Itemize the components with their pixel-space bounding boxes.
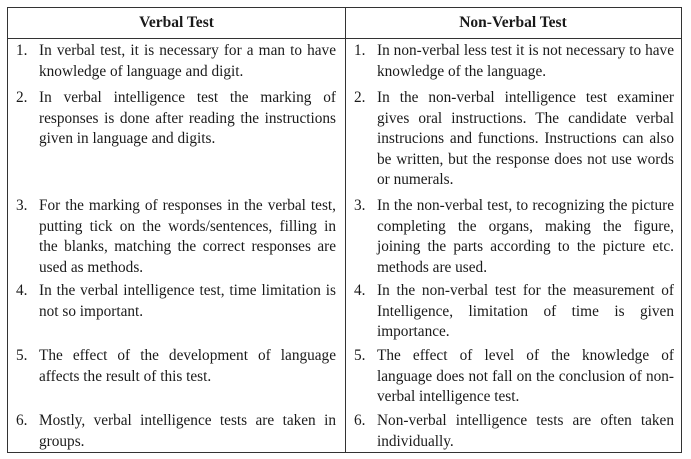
item-text: The effect of the development of language affects the result of this test. <box>39 347 336 385</box>
item-number: 5. <box>354 347 366 364</box>
item-text: In verbal intelligence test the marking of responses is done after reading the instructions given in language and digits. <box>39 89 336 147</box>
list-item <box>16 346 336 411</box>
item-text: For the marking of responses in the verbal test, putting tick on the words/sentences, filling in the blanks, matching the correct responses are used as methods. <box>39 197 336 276</box>
item-text: In the verbal intelligence test, time limitation is not so important. <box>39 282 336 320</box>
item-text: The effect of level of the knowledge of language does not fall on the conclusion of non-verbal intelligence test. <box>377 347 674 405</box>
item-number: 6. <box>16 412 28 429</box>
list-item <box>354 411 674 455</box>
list-item <box>16 411 336 455</box>
comparison-table <box>7 7 682 453</box>
list-item <box>16 281 336 346</box>
item-text: In verbal test, it is necessary for a man to have knowledge of language and digit. <box>39 42 336 80</box>
item-number: 4. <box>354 282 366 299</box>
item-number: 3. <box>16 197 28 214</box>
verbal-column <box>16 41 336 455</box>
header-verbal-test: Verbal Test <box>8 8 345 39</box>
item-number: 1. <box>354 42 366 59</box>
item-text: In non-verbal less test it is not necessary to have knowledge of the language. <box>377 42 674 80</box>
list-item <box>16 196 336 281</box>
item-text: In the non-verbal test, to recognizing the picture completing the organs, making the figure, joining the parts according to the picture etc. methods are used. <box>377 197 674 276</box>
list-item <box>354 196 674 281</box>
header-non-verbal-test: Non-Verbal Test <box>345 8 681 39</box>
item-number: 2. <box>354 89 366 106</box>
item-text: Non-verbal intelligence tests are often taken individually. <box>377 412 674 450</box>
list-item <box>354 281 674 346</box>
list-item <box>354 41 674 88</box>
item-number: 6. <box>354 412 366 429</box>
list-item <box>16 88 336 196</box>
item-number: 3. <box>354 197 366 214</box>
item-number: 4. <box>16 282 28 299</box>
list-item <box>16 41 336 88</box>
item-number: 5. <box>16 347 28 364</box>
item-text: In the non-verbal intelligence test examiner gives oral instructions. The candidate verbal instrucions and functions. Instructions can also be written, but the response does not use words or numerals. <box>377 89 674 188</box>
item-number: 1. <box>16 42 28 59</box>
item-text: Mostly, verbal intelligence tests are taken in groups. <box>39 412 336 450</box>
list-item <box>354 346 674 411</box>
non-verbal-column <box>354 41 674 455</box>
list-item <box>354 88 674 196</box>
item-number: 2. <box>16 89 28 106</box>
item-text: In the non-verbal test for the measurement of Intelligence, limitation of time is given importance. <box>377 282 674 340</box>
column-divider <box>345 8 346 452</box>
